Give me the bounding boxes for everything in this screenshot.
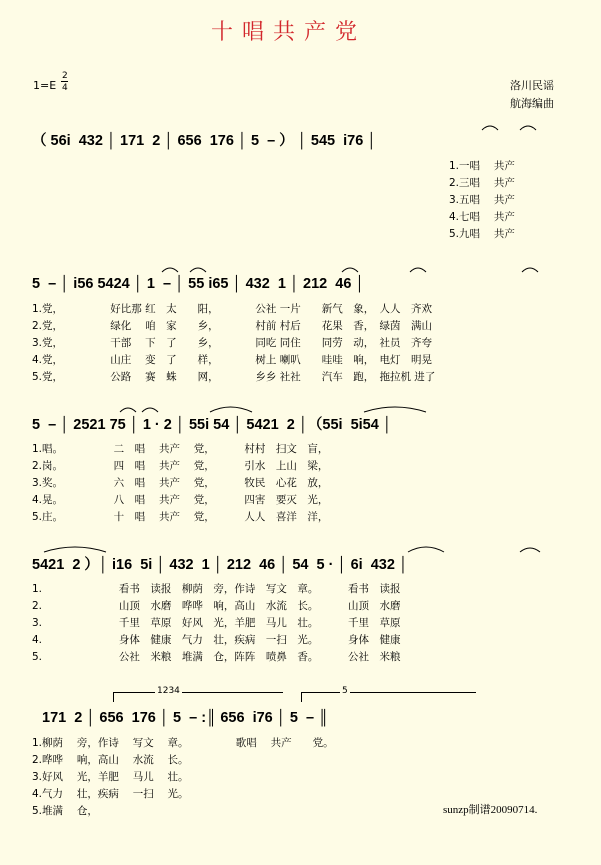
lyric-line: 1. 看书 读报 柳荫 旁，作诗 写文 章。 看书 读报 [32, 583, 401, 595]
transcriber-signature: sunzp制谱20090714. [443, 804, 538, 816]
lyric-line: 5.党， 公路 赛 蛛 网， 乡乡 社社 汽车 跑， 拖拉机 进了 [32, 371, 436, 383]
lyric-line: 2.三唱 共产 [449, 177, 515, 189]
slur [408, 547, 444, 552]
lyric-line: 5. 公社 米粮 堆满 仓，阵阵 喷鼻 香。 公社 米粮 [32, 651, 401, 663]
lyric-line: 4.晃。 八 唱 共产 党， 四害 要灭 光， [32, 494, 329, 506]
slur [120, 408, 136, 412]
notation-line-4: 5421 2 ）│ i16 5i │ 432 1 │ 212 46 │ 54 5 · │ 6i 432 │ [32, 557, 409, 573]
time-signature-top: 2 [62, 71, 68, 81]
notation-line-2: 5 – │ i56 5424 │ 1 – │ 55 i65 │ 432 1 │ 212 46 │ [32, 276, 365, 292]
page-title: 十唱共产党 [211, 20, 367, 45]
lyric-line: 1.柳荫 旁，作诗 写文 章。 歌唱 共产 党。 [32, 737, 334, 749]
lyric-line: 5.堆满 仓， [32, 805, 98, 817]
lyric-line: 3.党， 干部 下 了 乡， 同吃 同住 同劳 动， 社员 齐夸 [32, 337, 432, 349]
lyric-line: 3.奖。 六 唱 共产 党， 牧民 心花 放， [32, 477, 329, 489]
lyric-line: 4. 身体 健康 气力 壮，疾病 一扫 光。 身体 健康 [32, 634, 401, 646]
source-credit: 洛川民谣 [510, 79, 554, 92]
lyric-line: 1.党， 好比那 红 太 阳， 公社 一片 新气 象， 人人 齐欢 [32, 303, 432, 315]
slur [210, 407, 252, 412]
lyric-line: 2.哗哗 响，高山 水流 长。 [32, 754, 189, 766]
slur [162, 268, 178, 272]
arranger-credit: 航海编曲 [510, 97, 554, 110]
slur [482, 126, 498, 130]
notation-line-3: 5 – │ 2521 75 │ 1 · 2 │ 55i 54 │ 5421 2 │（55i 5i54 │ [32, 417, 392, 433]
lyric-line: 2.党， 绿化 咱 家 乡， 村前 村后 花果 香， 绿茵 满山 [32, 320, 432, 332]
volta-second-label: 5 [342, 686, 348, 696]
lyric-line: 5.九唱 共产 [449, 228, 515, 240]
lyric-line: 1.一唱 共产 [449, 160, 515, 172]
time-signature-bottom: 4 [62, 83, 68, 93]
notation-line-1: （ 56i 432 │ 171 2 │ 656 176 │ 5 – ） │ 545 i76 │ [32, 133, 377, 149]
slur [44, 547, 106, 552]
lyric-line: 2. 山顶 水磨 哗哗 响，高山 水流 长。 山顶 水磨 [32, 600, 401, 612]
lyric-line: 3. 千里 草原 好风 光，羊肥 马儿 壮。 千里 草原 [32, 617, 401, 629]
slur [342, 268, 358, 272]
lyric-line: 4.七唱 共产 [449, 211, 515, 223]
volta-first-label: 1234 [157, 686, 180, 696]
lyric-line: 4.气力 壮，疾病 一扫 光。 [32, 788, 189, 800]
slur [520, 126, 536, 130]
lyric-line: 3.好风 光，羊肥 马儿 壮。 [32, 771, 189, 783]
notation-line-5: 171 2 │ 656 176 │ 5 – :║ 656 i76 │ 5 – ║ [42, 710, 329, 726]
lyric-line: 5.庄。 十 唱 共产 党， 人人 喜洋 洋， [32, 511, 329, 523]
lyric-line: 2.岗。 四 唱 共产 党， 引水 上山 梁， [32, 460, 329, 472]
lyric-line: 3.五唱 共产 [449, 194, 515, 206]
key-signature: 1=E [33, 79, 57, 92]
slur [142, 408, 158, 412]
lyric-line: 4.党， 山庄 变 了 样， 树上 喇叭 哇哇 响， 电灯 明晃 [32, 354, 432, 366]
slur [520, 548, 540, 552]
slur [190, 268, 206, 272]
slur [364, 407, 426, 412]
lyric-line: 1.唱。 二 唱 共产 党， 村村 扫文 盲， [32, 443, 329, 455]
slur [522, 268, 538, 272]
slur [410, 268, 426, 272]
